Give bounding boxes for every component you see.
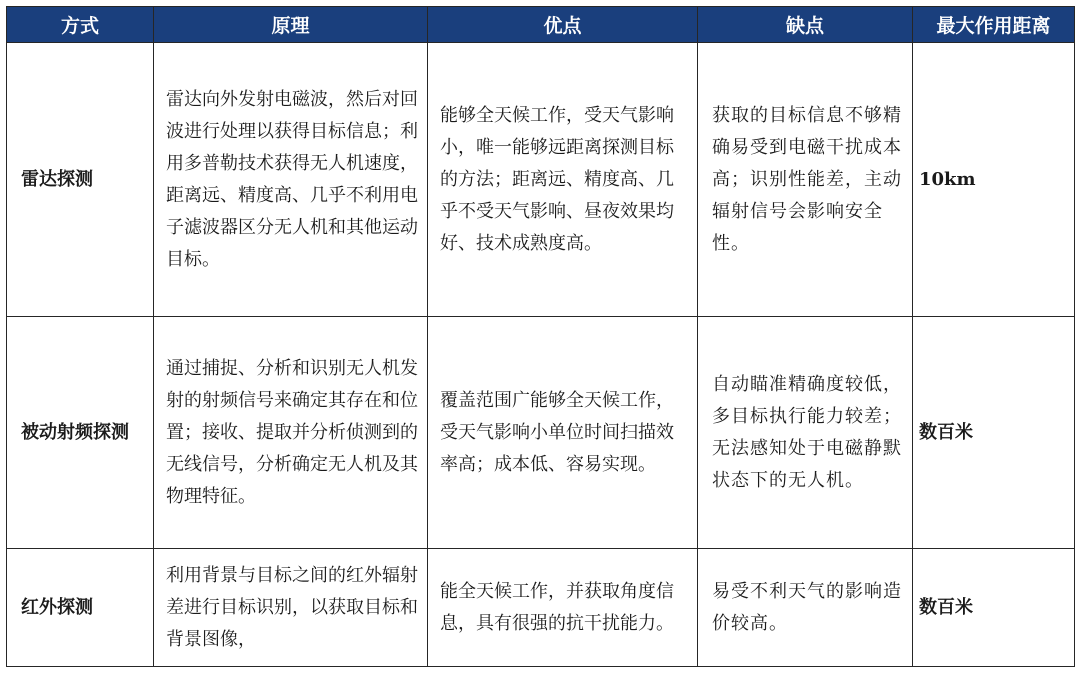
principle-cell: 雷达向外发射电磁波，然后对回波进行处理以获得目标信息；利用多普勒技术获得无人机速度，距离远、精度高、几乎不利用电子滤波器区分无人机和其他运动目标。: [154, 43, 428, 317]
pros-cell: 能全天候工作，并获取角度信息，具有很强的抗干扰能力。: [428, 549, 698, 667]
table-header-row: [7, 7, 1075, 43]
comparison-table: [6, 6, 1075, 667]
range-cell: 数百米: [913, 549, 1075, 667]
cons-cell: 自动瞄准精确度较低，多目标执行能力较差；无法感知处于电磁静默状态下的无人机。: [698, 317, 913, 549]
header-cons: 缺点: [698, 7, 913, 43]
pros-cell: 覆盖范围广能够全天候工作，受天气影响小单位时间扫描效率高；成本低、容易实现。: [428, 317, 698, 549]
range-cell: 10km: [913, 43, 1075, 317]
table-row: [7, 549, 1075, 667]
table-row: [7, 317, 1075, 549]
range-cell: 数百米: [913, 317, 1075, 549]
cons-cell: 易受不利天气的影响造价较高。: [698, 549, 913, 667]
header-method: 方式: [7, 7, 154, 43]
header-principle: 原理: [154, 7, 428, 43]
header-max-range: 最大作用距离: [913, 7, 1075, 43]
method-cell: 红外探测: [7, 549, 154, 667]
table-row: [7, 43, 1075, 317]
principle-cell: 通过捕捉、分析和识别无人机发射的射频信号来确定其存在和位置；接收、提取并分析侦测到的无线信号，分析确定无人机及其物理特征。: [154, 317, 428, 549]
method-cell: 雷达探测: [7, 43, 154, 317]
pros-cell: 能够全天候工作，受天气影响小，唯一能够远距离探测目标的方法；距离远、精度高、几乎不受天气影响、昼夜效果均好、技术成熟度高。: [428, 43, 698, 317]
method-cell: 被动射频探测: [7, 317, 154, 549]
cons-cell: 获取的目标信息不够精确易受到电磁干扰成本高；识别性能差，主动辐射信号会影响安全性。: [698, 43, 913, 317]
header-pros: 优点: [428, 7, 698, 43]
principle-cell: 利用背景与目标之间的红外辐射差进行目标识别，以获取目标和背景图像，: [154, 549, 428, 667]
